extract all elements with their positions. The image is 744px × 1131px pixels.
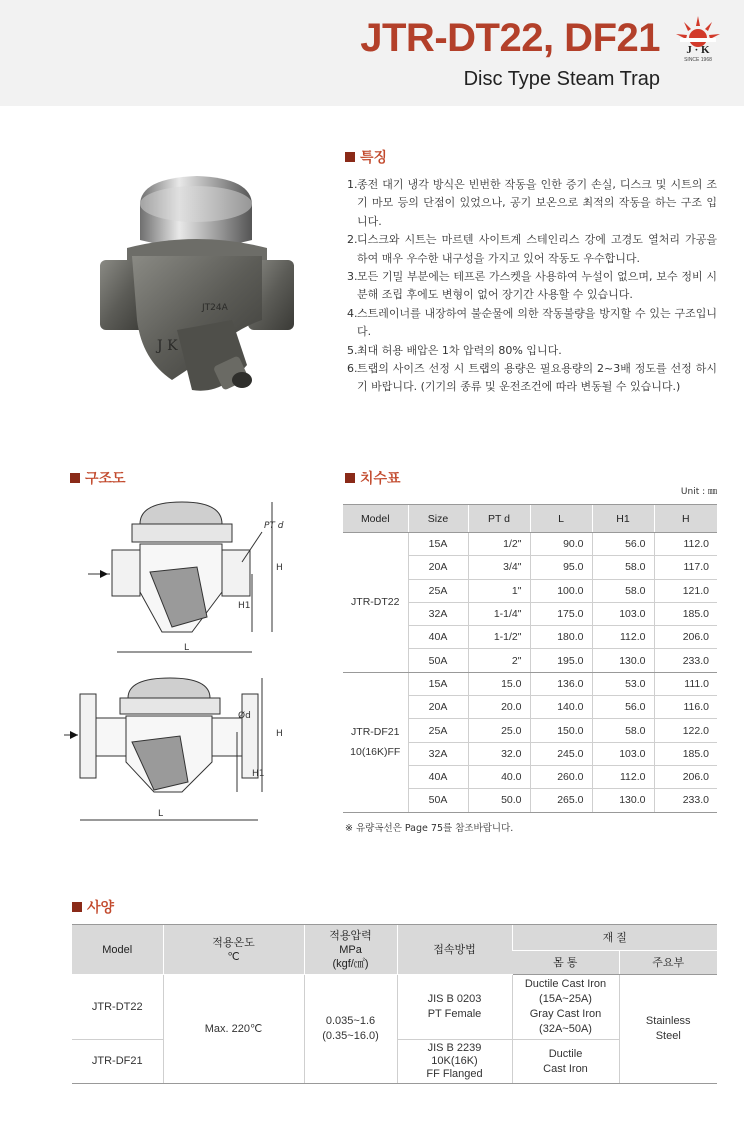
spec-pressure: 0.035~1.6 (0.35~16.0)	[304, 975, 397, 1084]
product-subtitle: Disc Type Steam Trap	[463, 68, 660, 90]
product-title: JTR-DT22, DF21	[360, 16, 660, 60]
spec-heading: 사양	[72, 897, 114, 917]
label-h1: H1	[238, 601, 251, 611]
table-row: 40A 1-1/2" 180.0 112.0 206.0	[343, 626, 717, 649]
feature-item: 4. 스트레이너를 내장하여 불순물에 의한 작동불량을 방지할 수 있는 구조입니다.	[347, 306, 717, 339]
spec-table	[72, 924, 717, 1084]
feature-item: 6. 트랩의 사이즈 선정 시 트랩의 용량은 필요용량의 2~3배 정도를 선정 하시기 바랍니다. (기기의 종류 및 운전조건에 따라 변동될 수 있습니다.)	[347, 362, 717, 394]
table-row: 20A 20.0 140.0 56.0 116.0	[343, 696, 717, 719]
feature-item: 3. 모든 기밀 부분에는 테프론 가스켓을 사용하여 누설이 없으며, 보수 정비 시 분해 조립 후에도 변형이 없어 장기간 사용할 수 있습니다.	[347, 270, 717, 302]
label-od: Ød	[238, 711, 251, 721]
col-h: H	[654, 505, 717, 533]
col-ptd: PT d	[468, 505, 530, 533]
structure-diagram	[62, 492, 332, 832]
spec-temp: Max. 220℃	[163, 975, 304, 1084]
label-l-flanged: L	[158, 809, 164, 819]
table-row: 25A 25.0 150.0 58.0 122.0	[343, 719, 717, 742]
col-l: L	[530, 505, 592, 533]
table-row	[72, 975, 717, 1040]
model-cell: JTR-DF21 10(16K)FF	[343, 672, 408, 812]
spec-col-temp: 적용온도 ℃	[163, 925, 304, 975]
spec-conn-df21: JIS B 2239 10K(16K) FF Flanged	[397, 1040, 512, 1084]
spec-model-df21: JTR-DF21	[72, 1040, 163, 1084]
feature-item: 1. 종전 대기 냉각 방식은 빈번한 작동을 인한 증기 손실, 디스크 및 시트의 조기 마모 등의 단점이 있었으나, 공기 보온으로 최적의 작동을 하는 구조 입니다.	[347, 178, 717, 228]
logo-text: J · K	[686, 44, 710, 56]
feature-item: 5. 최대 허용 배압은 1차 압력의 80% 입니다.	[347, 343, 562, 357]
svg-text:J K: J K	[157, 338, 178, 354]
spec-col-main: 주요부	[619, 951, 717, 975]
table-row: 32A 32.0 245.0 103.0 185.0	[343, 742, 717, 765]
table-row: JTR-DF21 10(16K)FF 15A 15.0 136.0 53.0 111.0	[343, 672, 717, 695]
feature-item: 2. 디스크와 시트는 마르텐 사이트계 스테인리스 강에 고경도 열처리 가공을 하여 매우 우수한 내구성을 가지고 있어 작동도 우수합니다.	[347, 233, 717, 265]
spec-main: Stainless Steel	[619, 975, 717, 1084]
col-h1: H1	[592, 505, 654, 533]
product-photo	[82, 160, 312, 420]
table-row: 20A 3/4" 95.0 58.0 117.0	[343, 556, 717, 579]
spec-conn-dt22: JIS B 0203 PT Female	[397, 975, 512, 1040]
unit-label: Unit : ㎜	[680, 487, 717, 497]
label-ptd: PT d	[264, 521, 284, 531]
spec-model-dt22: JTR-DT22	[72, 975, 163, 1040]
col-size: Size	[408, 505, 468, 533]
model-cell: JTR-DT22	[343, 533, 408, 673]
table-row: 25A 1" 100.0 58.0 121.0	[343, 579, 717, 602]
spec-col-connection: 접속방법	[397, 925, 512, 975]
table-row: 50A 2" 195.0 130.0 233.0	[343, 649, 717, 672]
table-row: 32A 1-1/4" 175.0 103.0 185.0	[343, 602, 717, 625]
svg-text:JT24A: JT24A	[202, 303, 228, 313]
structure-heading: 구조도	[70, 468, 126, 488]
logo-since: SINCE 1968	[684, 57, 712, 63]
spec-col-pressure: 적용압력 MPa (kgf/㎠)	[304, 925, 397, 975]
flow-curve-note: ※ 유량곡선은 Page 75를 참조바랍니다.	[345, 823, 514, 834]
spec-body-df21: Ductile Cast Iron	[512, 1040, 619, 1084]
features-list	[347, 176, 717, 397]
label-l: L	[184, 643, 190, 653]
spec-col-material: 재 질	[512, 925, 717, 951]
spec-col-body: 몸 통	[512, 951, 619, 975]
col-model: Model	[343, 505, 408, 533]
label-h-flanged: H	[276, 729, 283, 739]
table-row: 50A 50.0 265.0 130.0 233.0	[343, 789, 717, 812]
label-h1-flanged: H1	[252, 769, 265, 779]
label-h: H	[276, 563, 283, 573]
dimensions-table	[343, 504, 717, 813]
table-row: 40A 40.0 260.0 112.0 206.0	[343, 765, 717, 788]
spec-body-dt22: Ductile Cast Iron (15A~25A) Gray Cast Iron (32A~50A)	[512, 975, 619, 1040]
dimensions-heading: 치수표	[345, 468, 401, 488]
table-row: JTR-DT22 15A 1/2" 90.0 56.0 112.0	[343, 533, 717, 556]
spec-col-model: Model	[72, 925, 163, 975]
features-heading: 특징	[345, 147, 387, 167]
